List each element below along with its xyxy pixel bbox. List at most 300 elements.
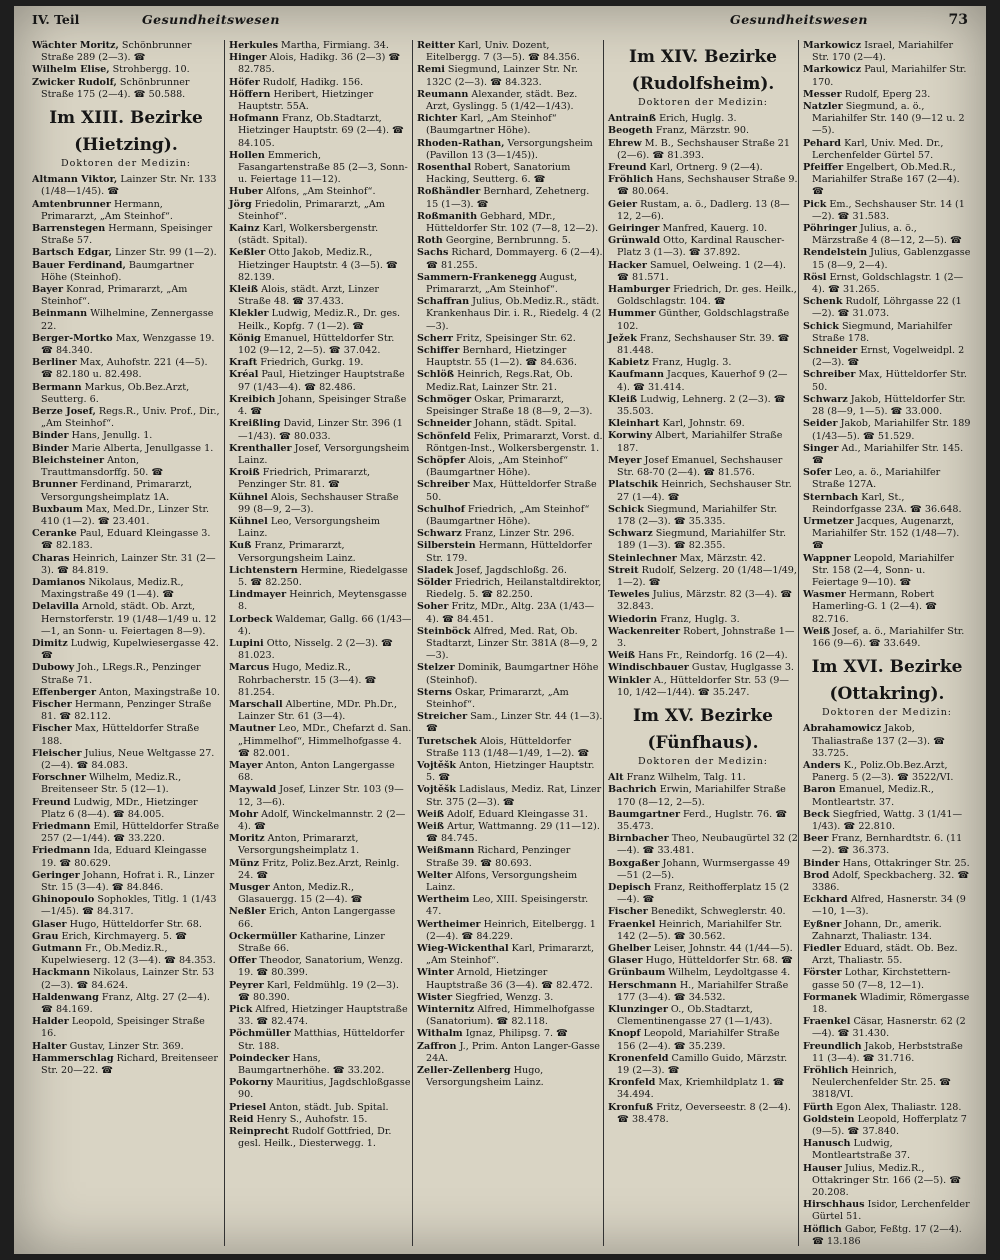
entry-details: Max, Auhofstr. 221 (4—5). ☎ 82.180 u. 82.498. <box>41 357 208 381</box>
entry-name: Priesel <box>229 1101 267 1113</box>
entry-details: Bernhard, Hietzinger Hauptstr. 55 (1—2). ☎ 84.636. <box>426 345 577 369</box>
entry-details: Rudolf, Selzerg. 20 (1/48—1/49, 1—2). ☎ <box>617 564 797 588</box>
entry-details: Lainzer Str. Nr. 133 (1/48—1/45). ☎ <box>41 174 217 198</box>
directory-entry <box>608 943 798 955</box>
entry-name: Bachrich <box>608 784 657 796</box>
entry-details: Julius, Märzstr. 82 (3—4). ☎ 32.843. <box>617 589 793 613</box>
directory-entry <box>608 284 798 308</box>
entry-details: Richard, Penzinger Straße 39. ☎ 80.693. <box>426 845 571 869</box>
entry-name: Schmöger <box>417 393 472 405</box>
entry-name: Binder <box>803 857 840 869</box>
directory-entry <box>417 662 603 686</box>
section-title: Im XVI. Bezirke <box>811 657 963 678</box>
directory-entry <box>417 431 603 455</box>
entry-details: Engelbert, Ob.Med.R., Mariahilfer Straße 167 (2—4). ☎ <box>812 162 960 198</box>
entry-details: Wilhelm, Mediz.R., Breitenseer Str. 5 (12—1). <box>41 772 182 796</box>
entry-details: Marie Alberta, Jenullgasse 1. <box>68 442 214 454</box>
directory-entry <box>608 528 798 552</box>
entry-details: Richard, Breitenseer Str. 20—22. ☎ <box>41 1052 218 1077</box>
entry-name: Winternitz <box>417 1004 475 1016</box>
entry-details: Emmerich, Fasangartenstraße 85 (2—3, Sonn- u. Feiertage 11—12). <box>238 149 408 186</box>
entry-name: Bermann <box>32 381 82 393</box>
entry-name: Streit <box>608 564 639 576</box>
directory-entry <box>803 833 971 857</box>
directory-entry <box>417 504 603 528</box>
entry-details: Waldemar, Gallg. 66 (1/43—4). <box>238 613 412 637</box>
entry-details: Ad., Mariahilfer Str. 145. ☎ <box>812 442 964 466</box>
entry-name: Singer <box>803 442 839 454</box>
entry-name: Wilhelm Elise, <box>32 64 110 76</box>
entry-name: Marcus <box>229 662 270 674</box>
entry-name: Abrahamowicz <box>803 723 882 735</box>
entry-details: Rudolf, Eperg 23. <box>841 88 931 100</box>
directory-entry <box>803 394 971 418</box>
directory-entry <box>32 577 220 601</box>
entry-name: Seider <box>803 418 838 430</box>
entry-details: Josef, Linzer Str. 103 (9—12, 3—6). <box>238 784 404 808</box>
directory-entry <box>608 1053 798 1077</box>
entry-name: Weiß <box>608 650 636 662</box>
directory-entry <box>803 626 971 650</box>
entry-name: Klunzinger <box>608 1004 668 1016</box>
entry-details: Artur, Wattmanng. 29 (11—12). ☎ 84.745. <box>426 821 600 845</box>
entry-name: Fischer <box>32 723 72 735</box>
entry-details: Otto, Nisselg. 2 (2—3). ☎ 81.023. <box>238 637 393 662</box>
entry-details: Siegfried, Wenzg. 3. <box>452 991 554 1003</box>
entry-details: Felix, Primararzt, Vorst. d. Röntgen-Inst., Wolkersbergenstr. 1. <box>426 430 603 454</box>
entry-details: Adolf, Speckbacherg. 32. ☎ 3386. <box>812 869 970 893</box>
entry-details: Theo, Neubaugürtel 32 (2—4). ☎ 33.481. <box>617 833 798 857</box>
entry-name: Bleichsteiner <box>32 454 105 466</box>
entry-details: Hermann, Penzinger Straße 81. ☎ 82.112. <box>41 698 212 723</box>
entry-name: Schick <box>803 320 839 332</box>
entry-details: Max, Med.Dr., Linzer Str. 410 (1—2). ☎ 23.401. <box>41 503 210 527</box>
entry-name: Rhoden-Rathan, <box>417 137 505 149</box>
entry-name: Halter <box>32 1040 67 1052</box>
directory-entry <box>229 1077 412 1101</box>
entry-name: Hofmann <box>229 113 279 125</box>
entry-name: Kainz <box>229 223 260 235</box>
directory-entry <box>803 1065 971 1102</box>
directory-entry <box>32 40 220 64</box>
entry-details: Hermann, Primararzt, „Am Steinhof“. <box>41 198 173 222</box>
entry-name: Lorbeck <box>229 613 273 625</box>
directory-entry <box>803 809 971 833</box>
entry-details: Heinrich, Regs.Rat, Ob. Mediz.Rat, Lainzer Str. 21. <box>426 369 573 393</box>
directory-entry <box>417 711 603 735</box>
directory-entry <box>417 736 603 760</box>
entry-details: Siegmund, a. ö., Mariahilfer Str. 140 (9—12 u. 2—5). <box>812 101 965 137</box>
directory-entry <box>229 614 412 638</box>
page-number: 73 <box>948 12 968 28</box>
directory-entry <box>608 980 798 1004</box>
entry-name: Reinprecht <box>229 1126 289 1138</box>
directory-entry <box>417 235 603 247</box>
directory-entry <box>608 199 798 223</box>
directory-entry <box>803 1199 971 1223</box>
entry-details: Fr., Ob.Mediz.R., Kupelwieserg. 12 (3—4). ☎ 84.353. <box>41 943 216 967</box>
directory-entry <box>32 64 220 76</box>
entry-name: Scherr <box>417 332 453 344</box>
directory-entry <box>608 455 798 479</box>
directory-entry <box>229 723 412 760</box>
entry-details: Paul, Hietzinger Hauptstraße 97 (1/43—4). ☎ 82.486. <box>238 369 405 393</box>
entry-details: Alfred, Hietzinger Hauptstraße 33. ☎ 82.474. <box>238 1004 408 1028</box>
directory-entry <box>417 528 603 540</box>
entry-name: Sachs <box>417 247 449 259</box>
entry-details: Hans, Baumgartnerhöhe. ☎ 33.202. <box>238 1052 385 1077</box>
entry-name: Baumgartner <box>608 808 680 820</box>
entry-details: Hugo, Versorgungsheim Lainz. <box>426 1065 544 1089</box>
directory-entry <box>417 626 603 663</box>
entry-details: Franz Wilhelm, Talg. 11. <box>623 772 746 784</box>
directory-entry <box>32 357 220 381</box>
entry-name: Hacker <box>608 259 647 271</box>
entry-details: Leopold, Mariahilfer Str. 158 (2—4, Sonn- u. Feiertage 9—10). ☎ <box>812 552 954 588</box>
entry-details: Erwin, Mariahilfer Straße 170 (8—12, 2—5). <box>617 784 786 808</box>
entry-name: Dimitz <box>32 637 68 649</box>
entry-details: Leo, Versorgungsheim Lainz. <box>238 515 380 540</box>
entry-details: Alois, Hadikg. 36 (2—3) ☎ 82.785. <box>238 52 401 76</box>
entry-name: Knopf <box>608 1028 641 1040</box>
directory-entry <box>803 467 971 491</box>
directory-entry <box>608 138 798 162</box>
entry-name: Geiringer <box>608 223 660 235</box>
directory-entry <box>608 113 798 125</box>
entry-details: Friedrich, „Am Steinhof“ (Baumgartner Höhe). <box>426 503 590 527</box>
directory-entry <box>417 919 603 943</box>
directory-entry <box>417 821 603 845</box>
directory-entry <box>229 540 412 564</box>
directory-entry <box>608 308 798 332</box>
entry-details: Franz, Primararzt, Versorgungsheim Lainz. <box>238 540 356 564</box>
entry-name: Pfeiffer <box>803 162 844 174</box>
directory-entry <box>229 858 412 882</box>
directory-entry <box>608 125 798 137</box>
entry-details: Josef, a. ö., Mariahilfer Str. 166 (9—6). ☎ 33.649. <box>812 625 965 649</box>
entry-details: Benedikt, Schweglerstr. 40. <box>647 906 786 918</box>
entry-name: Herschmann <box>608 979 677 991</box>
directory-entry <box>229 284 412 308</box>
entry-name: Schenk <box>803 296 843 308</box>
entry-name: Freund <box>32 796 71 808</box>
directory-entry <box>32 199 220 223</box>
entry-name: Remi <box>417 64 445 76</box>
entry-name: Hinger <box>229 52 267 64</box>
directory-entry <box>32 601 220 638</box>
directory-entry <box>32 1016 220 1040</box>
entry-name: Vojtěšk <box>417 759 457 771</box>
entry-details: Theodor, Sanatorium, Wenzg. 19. ☎ 80.399. <box>238 955 404 979</box>
entry-details: Johann, Dr., amerik. Zahnarzt, Thaliastr. 134. <box>812 918 942 942</box>
entry-details: Fritz, Speisinger Str. 62. <box>452 332 576 344</box>
section-label: Doktoren der Medizin: <box>637 755 769 767</box>
directory-entry <box>32 308 220 332</box>
entry-name: Beer <box>803 833 829 845</box>
entry-details: Hermann, Speisinger Straße 57. <box>41 223 213 247</box>
entry-details: Friedolin, Primararzt, „Am Steinhof“. <box>238 198 385 222</box>
entry-name: Depisch <box>608 881 651 893</box>
directory-entry <box>32 772 220 796</box>
entry-name: Wister <box>417 991 453 1003</box>
directory-entry <box>803 223 971 247</box>
entry-details: Siegmund, Lainzer Str. Nr. 132C (2—3). ☎ 84.323. <box>426 64 578 88</box>
directory-entry <box>417 1041 603 1065</box>
entry-name: Wasmer <box>803 589 846 601</box>
directory-entry <box>417 211 603 235</box>
directory-entry <box>608 394 798 418</box>
entry-name: Kronenfeld <box>608 1052 669 1064</box>
entry-details: Franz, Huglg. 3. <box>657 613 740 625</box>
entry-name: Fürth <box>803 1101 834 1113</box>
entry-details: Leopold, Hofferplatz 7 (9—5). ☎ 37.840. <box>812 1113 967 1138</box>
entry-name: Wackenreiter <box>608 625 681 637</box>
entry-name: Berger-Mortko <box>32 332 113 344</box>
entry-name: Förster <box>803 967 842 979</box>
entry-name: Kabietz <box>608 357 649 369</box>
directory-entry <box>229 223 412 247</box>
entry-name: Poindecker <box>229 1052 290 1064</box>
entry-details: Strohbergg. 10. <box>109 64 190 76</box>
entry-name: Weißmann <box>417 845 475 857</box>
directory-entry <box>803 723 971 760</box>
entry-details: Julius, a. ö., Märzstraße 4 (8—12, 2—5). ☎ <box>812 223 962 247</box>
entry-details: Max, Hütteldorfer Str. 50. <box>812 369 967 393</box>
directory-entry <box>229 1028 412 1052</box>
entry-name: Kühnel <box>229 491 268 503</box>
entry-details: Josef, Versorgungsheim Lainz. <box>238 442 410 466</box>
entry-name: Schick <box>608 503 644 515</box>
entry-details: Paul, Eduard Kleingasse 3. ☎ 82.183. <box>41 528 211 552</box>
entry-details: Leo, MDr., Chefarzt d. San. „Himmelhof“, Himmelhofgasse 4. ☎ 82.001. <box>238 723 412 759</box>
entry-name: Effenberger <box>32 686 96 698</box>
entry-name: Fraenkel <box>608 918 656 930</box>
entry-details: Georgine, Bernbrunng. 5. <box>442 235 571 247</box>
entry-details: Heribert, Hietzinger Hauptstr. 55A. <box>238 88 374 113</box>
entry-name: Silberstein <box>417 540 476 552</box>
directory-entry <box>417 943 603 967</box>
entry-name: Haldenwang <box>32 991 99 1003</box>
entry-details: Richard, Dommayerg. 6 (2—4). ☎ 81.255. <box>426 247 603 271</box>
entry-details: Franz, Bernhardtstr. 6. (11—2). ☎ 36.373. <box>812 833 963 857</box>
entry-details: Alexander, städt. Bez. Arzt, Gyslingg. 5 (1/42—1/43). <box>426 88 578 113</box>
directory-entry <box>32 284 220 308</box>
entry-details: Leopold, Mariahilfer Straße 156 (2—4). ☎ 35.239. <box>617 1028 780 1052</box>
entry-name: Berze Josef, <box>32 406 96 418</box>
directory-entry <box>608 1102 798 1126</box>
entry-details: Egon Alex, Thaliastr. 128. <box>833 1101 962 1113</box>
entry-details: Franz, Linzer Str. 296. <box>461 528 575 540</box>
directory-entry <box>229 662 412 699</box>
entry-name: Soher <box>417 601 449 613</box>
entry-name: Glaser <box>608 955 643 967</box>
entry-name: Pöchmüller <box>229 1028 291 1040</box>
entry-details: Gustav, Linzer Str. 369. <box>66 1040 184 1052</box>
entry-details: Siegmund, Mariahilfer Straße 178. <box>812 320 953 344</box>
directory-entry <box>229 333 412 357</box>
directory-entry <box>803 894 971 918</box>
directory-entry <box>229 186 412 198</box>
entry-name: Antrainß <box>608 113 657 125</box>
entry-details: Anton, Primararzt, Versorgungsheimplatz 1. <box>238 833 360 857</box>
entry-name: Schneider <box>803 345 858 357</box>
directory-entry <box>803 1163 971 1200</box>
entry-name: Urmetzer <box>803 515 854 527</box>
entry-name: Zwicker Rudolf, <box>32 76 117 88</box>
entry-details: Jakob, Hütteldorfer Str. 28 (8—9, 1—5). ☎ 33.000. <box>812 393 966 418</box>
entry-name: Kleiß <box>229 284 259 296</box>
entry-details: Isidor, Lerchenfelder Gürtel 51. <box>812 1199 970 1223</box>
entry-name: Hamburger <box>608 284 671 296</box>
entry-details: Hans Fr., Reindorfg. 16 (2—4). <box>635 650 788 662</box>
entry-details: Hermann, Hütteldorfer Str. 179. <box>426 540 592 564</box>
directory-entry <box>803 858 971 870</box>
entry-name: Charas <box>32 552 70 564</box>
directory-entry <box>803 199 971 223</box>
directory-entry <box>803 760 971 784</box>
entry-details: Friedrich, Heilanstaltdirektor, Riedelg. 5. ☎ 82.250. <box>426 576 602 601</box>
entry-details: Hermann, Robert Hamerling-G. 1 (2—4). ☎ 82.716. <box>812 589 938 625</box>
entry-details: Ludwig, Mediz.R., Dr. ges. Heilk., Kopfg. 7 (1—2). ☎ <box>238 308 401 332</box>
directory-entry <box>32 479 220 503</box>
directory-entry <box>803 943 971 967</box>
entry-details: Karl, Ortnerg. 9 (2—4). <box>646 162 763 174</box>
directory-entry <box>32 174 220 198</box>
entry-details: Cäsar, Hasnerstr. 62 (2—4). ☎ 31.430. <box>812 1016 966 1040</box>
entry-name: Münz <box>229 857 260 869</box>
entry-name: Offer <box>229 955 257 967</box>
entry-name: Brod <box>803 869 830 881</box>
section-subtitle: (Rudolfsheim). <box>631 74 775 94</box>
entry-name: Grünbaum <box>608 967 666 979</box>
entry-name: Forschner <box>32 772 87 784</box>
entry-name: Pokorny <box>229 1077 274 1089</box>
directory-entry <box>229 247 412 284</box>
entry-name: Geringer <box>32 869 80 881</box>
entry-details: Albert, Mariahilfer Straße 187. <box>617 430 783 454</box>
directory-entry <box>32 553 220 577</box>
directory-entry <box>32 504 220 528</box>
entry-name: Teweles <box>608 589 650 601</box>
entry-name: Zeller-Zellenberg <box>417 1065 511 1077</box>
entry-details: Alois, städt. Arzt, Linzer Straße 48. ☎ 37.433. <box>238 284 379 308</box>
directory-entry <box>417 247 603 271</box>
entry-details: Anton, Trauttmansdorffg. 50. ☎ <box>41 454 164 479</box>
entry-details: Paul, Mariahilfer Str. 170. <box>812 64 967 88</box>
entry-name: Damianos <box>32 576 86 588</box>
entry-details: August, Primararzt, „Am Steinhof“. <box>426 271 578 296</box>
entry-details: Adolf, Winckelmannstr. 2 (2—4). ☎ <box>238 808 406 832</box>
entry-name: Ockermüller <box>229 930 297 942</box>
entry-details: Max, Märzstr. 42. <box>676 552 766 564</box>
entry-name: Sladek <box>417 564 454 576</box>
directory-entry <box>417 601 603 625</box>
entry-details: Max, Kriemhildplatz 1. ☎ 34.494. <box>617 1077 785 1101</box>
directory-entry <box>417 784 603 808</box>
entry-name: Barrenstegen <box>32 223 106 235</box>
entry-name: Freund <box>608 162 647 174</box>
directory-entry <box>32 333 220 357</box>
directory-entry <box>803 162 971 199</box>
entry-name: Gutmann <box>32 943 82 955</box>
directory-entry <box>417 992 603 1004</box>
entry-name: Sofer <box>803 467 832 479</box>
entry-details: Alois, Sechshauser Straße 99 (8—9, 2—3). <box>238 491 399 515</box>
entry-details: Franz, Altg. 27 (2—4). ☎ 84.169. <box>41 991 210 1016</box>
entry-details: Heinrich, Neulerchenfelder Str. 25. ☎ 3818/VI. <box>812 1065 952 1101</box>
entry-name: Rosenthal <box>417 162 472 174</box>
entry-details: Johann, Hofrat i. R., Linzer Str. 15 (3—4). ☎ 84.846. <box>41 869 215 893</box>
entry-details: Regs.R., Univ. Prof., Dir., „Am Steinhof“. <box>41 406 220 430</box>
directory-entry <box>417 577 603 601</box>
entry-name: Beinmann <box>32 308 88 320</box>
entry-name: Friedmann <box>32 820 91 832</box>
directory-entry <box>803 553 971 590</box>
directory-entry <box>417 870 603 894</box>
directory-entry <box>417 333 603 345</box>
directory-entry <box>803 296 971 320</box>
entry-details: Henry S., Auhofstr. 15. <box>253 1113 368 1125</box>
directory-entry <box>229 784 412 808</box>
entry-details: Wilhelmine, Zennergasse 22. <box>41 308 214 332</box>
entry-name: Pehard <box>803 137 842 149</box>
entry-name: Freundlich <box>803 1040 862 1052</box>
directory-entry <box>803 1041 971 1065</box>
entry-name: Hammerschlag <box>32 1052 114 1064</box>
entry-details: Rustam, a. ö., Dadlerg. 13 (8—12, 2—6). <box>617 198 790 222</box>
directory-entry <box>803 101 971 138</box>
entry-details: Ludwig, MDr., Hietzinger Platz 6 (8—4). ☎ 84.005. <box>41 796 198 820</box>
entry-name: Fischer <box>608 906 648 918</box>
directory-entry <box>229 357 412 369</box>
directory-entry <box>32 430 220 442</box>
directory-entry <box>229 931 412 955</box>
entry-details: Anton, Anton Langergasse 68. <box>238 759 395 784</box>
entry-details: Siegfried, Wattg. 3 (1/41—1/43). ☎ 22.810. <box>812 808 963 832</box>
directory-entry <box>229 516 412 540</box>
directory-entry <box>803 870 971 894</box>
directory-entry <box>229 589 412 613</box>
entry-details: Leo, XIII. Speisingerstr. 47. <box>426 894 589 918</box>
directory-entry <box>229 443 412 467</box>
entry-name: Kronfuß <box>608 1101 654 1113</box>
entry-details: Heinrich, Eitelbergg. 1 (2—4). ☎ 84.229. <box>426 918 596 942</box>
entry-name: Altmann Viktor, <box>32 174 118 186</box>
directory-entry <box>803 516 971 553</box>
page-header <box>32 12 968 34</box>
section-label: Doktoren der Medizin: <box>60 158 192 170</box>
entry-name: Weiß <box>803 625 831 637</box>
entry-name: Reitter <box>417 40 455 51</box>
directory-entry <box>803 784 971 808</box>
entry-name: Kroiß <box>229 467 260 479</box>
entry-details: Franz, Märzstr. 90. <box>652 125 750 137</box>
entry-name: Friedmann <box>32 845 91 857</box>
entry-name: Schwarz <box>608 528 653 540</box>
entry-name: Markowicz <box>803 40 862 51</box>
entry-name: Hackmann <box>32 967 91 979</box>
entry-details: A., Hütteldorfer Str. 53 (9—10, 1/42—1/44). ☎ 35.247. <box>617 674 789 698</box>
entry-name: Sterns <box>417 686 452 698</box>
directory-entry <box>417 455 603 479</box>
directory-entry <box>803 64 971 88</box>
directory-entry <box>417 162 603 186</box>
entry-name: Peyrer <box>229 979 264 991</box>
directory-entry <box>608 882 798 906</box>
directory-entry <box>229 150 412 187</box>
entry-name: Grau <box>32 930 59 942</box>
directory-entry <box>608 858 798 882</box>
